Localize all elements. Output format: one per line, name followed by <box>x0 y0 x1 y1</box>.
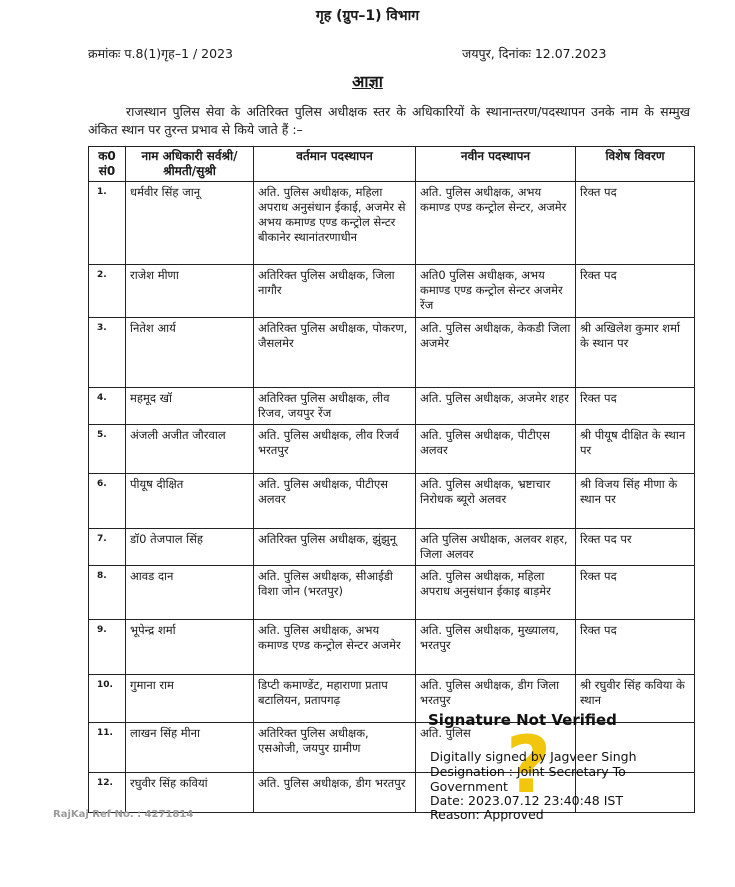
row-new-posting: अति. पुलिस अधीक्षक, मुख्यालय, भरतपुर <box>416 620 576 675</box>
row-remarks: श्री अखिलेश कुमार शर्मा के स्थान पर <box>576 318 695 388</box>
row-name: गुमाना राम <box>126 675 254 723</box>
row-new-posting: अति पुलिस अधीक्षक, अलवर शहर, जिला अलवर <box>416 529 576 566</box>
row-sno: 5. <box>89 425 126 474</box>
table-row <box>89 265 695 318</box>
table-row <box>89 425 695 474</box>
signature-reason: Reason: Approved <box>430 807 544 822</box>
row-current-posting: अतिरिक्त पुलिस अधीक्षक, लीव रिजव, जयपुर रेंज <box>254 388 416 425</box>
signature-status: Signature Not Verified <box>428 711 617 729</box>
row-current-posting: अति. पुलिस अधीक्षक, लीव रिजर्व भरतपुर <box>254 425 416 474</box>
row-new-posting: अति. पुलिस <box>416 723 576 773</box>
row-remarks: रिक्त पद <box>576 566 695 620</box>
col-header-new: नवीन पदस्थापन <box>416 147 576 182</box>
row-new-posting: अति. पुलिस अधीक्षक, महिला अपराध अनुसंधान ईकाइ बाड़मेर <box>416 566 576 620</box>
table-row <box>89 318 695 388</box>
row-name: डॉ0 तेजपाल सिंह <box>126 529 254 566</box>
signature-designation: Designation : Joint Secretary To <box>430 764 626 779</box>
row-sno: 7. <box>89 529 126 566</box>
row-name: अंजली अजीत जौरवाल <box>126 425 254 474</box>
row-current-posting: अति. पुलिस अधीक्षक, सीआईडी विशा जोन (भरतपुर) <box>254 566 416 620</box>
col-header-remarks: विशेष विवरण <box>576 147 695 182</box>
signature-designation-cont: Government <box>430 779 508 794</box>
table-row <box>89 182 695 265</box>
row-new-posting: अति. पुलिस अधीक्षक, पीटीएस अलवर <box>416 425 576 474</box>
table-row <box>89 474 695 529</box>
row-current-posting: डिप्टी कमाण्डेंट, महाराणा प्रताप बटालियन, प्रतापगढ़ <box>254 675 416 723</box>
row-new-posting: अति. पुलिस अधीक्षक, अजमेर शहर <box>416 388 576 425</box>
row-current-posting: अति. पुलिस अधीक्षक, डीग भरतपुर <box>254 773 416 813</box>
row-name: नितेश आर्य <box>126 318 254 388</box>
row-new-posting: अति. पुलिस अधीक्षक, भ्रष्टाचार निरोधक ब्यूरो अलवर <box>416 474 576 529</box>
row-current-posting: अतिरिक्त पुलिस अधीक्षक, पोकरण, जैसलमेर <box>254 318 416 388</box>
row-name: रघुवीर सिंह कवियां <box>126 773 254 813</box>
row-sno: 1. <box>89 182 126 265</box>
row-current-posting: अति. पुलिस अधीक्षक, महिला अपराध अनुसंधान ईकाई, अजमेर से अभय कमाण्ड एण्ड कन्ट्रोल सेन्टर बीकानेर स्थानांतरणाधीन <box>254 182 416 265</box>
row-name: पीयूष दीक्षित <box>126 474 254 529</box>
signature-question-mark-icon: ? <box>506 721 552 811</box>
row-name: लाखन सिंह मीना <box>126 723 254 773</box>
row-name: आवड दान <box>126 566 254 620</box>
digital-signature-block <box>424 711 659 826</box>
row-sno: 3. <box>89 318 126 388</box>
row-name: धर्मवीर सिंह जानू <box>126 182 254 265</box>
row-remarks: श्री पीयूष दीक्षित के स्थान पर <box>576 425 695 474</box>
row-sno: 11. <box>89 723 126 773</box>
row-sno: 2. <box>89 265 126 318</box>
row-new-posting: अति. पुलिस अधीक्षक, केकडी जिला अजमेर <box>416 318 576 388</box>
row-remarks: रिक्त पद <box>576 182 695 265</box>
col-header-name: नाम अधिकारी सर्वश्री/श्रीमती/सुश्री <box>126 147 254 182</box>
row-current-posting: अतिरिक्त पुलिस अधीक्षक, एसओजी, जयपुर ग्रामीण <box>254 723 416 773</box>
col-header-current: वर्तमान पदस्थापन <box>254 147 416 182</box>
row-sno: 8. <box>89 566 126 620</box>
table-header-row <box>89 147 695 182</box>
order-title: आज्ञा <box>352 72 383 91</box>
table-row <box>89 388 695 425</box>
row-remarks: रिक्त पद <box>576 620 695 675</box>
intro-paragraph: राजस्थान पुलिस सेवा के अतिरिक्त पुलिस अधीक्षक स्तर के अधिकारियों के स्थानान्तरण/पदस्थापन उनके नाम के सम्मुख अंकित स्थान पर तुरन्त प्रभाव से किये जाते हैं :– <box>88 104 690 137</box>
row-name: भूपेन्द्र शर्मा <box>126 620 254 675</box>
rajkaj-reference: RajKaj Ref No. : 4271814 <box>53 809 194 820</box>
signature-date: Date: 2023.07.12 23:40:48 IST <box>430 793 623 808</box>
row-new-posting: अति. पुलिस अधीक्षक, डीग जिला भरतपुर <box>416 675 576 723</box>
place-date: जयपुर, दिनांकः 12.07.2023 <box>462 46 607 61</box>
row-sno: 10. <box>89 675 126 723</box>
row-remarks: रिक्त पद <box>576 388 695 425</box>
col-header-sno: क0 सं0 <box>89 147 126 182</box>
row-new-posting: अति. पुलिस अधीक्षक, अभय कमाण्ड एण्ड कन्ट्रोल सेन्टर, अजमेर <box>416 182 576 265</box>
signature-signed-by: Digitally signed by Jagveer Singh <box>430 749 637 764</box>
row-name: महमूद खॉ <box>126 388 254 425</box>
table-row <box>89 566 695 620</box>
row-remarks: श्री रघुवीर सिंह कविया के स्थान <box>576 675 695 723</box>
row-current-posting: अतिरिक्त पुलिस अधीक्षक, जिला नागौर <box>254 265 416 318</box>
row-name: राजेश मीणा <box>126 265 254 318</box>
row-sno: 9. <box>89 620 126 675</box>
row-new-posting: अति0 पुलिस अधीक्षक, अभय कमाण्ड एण्ड कन्ट्रोल सेन्टर अजमेर रेंज <box>416 265 576 318</box>
row-remarks: श्री विजय सिंह मीणा के स्थान पर <box>576 474 695 529</box>
row-sno: 6. <box>89 474 126 529</box>
table-row <box>89 529 695 566</box>
row-current-posting: अति. पुलिस अधीक्षक, अभय कमाण्ड एण्ड कन्ट्रोल सेन्टर अजमेर <box>254 620 416 675</box>
row-sno: 4. <box>89 388 126 425</box>
row-remarks: रिक्त पद <box>576 265 695 318</box>
row-remarks: रिक्त पद पर <box>576 529 695 566</box>
row-current-posting: अति. पुलिस अधीक्षक, पीटीएस अलवर <box>254 474 416 529</box>
row-sno: 12. <box>89 773 126 813</box>
reference-number: क्रमांकः प.8(1)गृह–1 / 2023 <box>88 46 233 61</box>
table-row <box>89 620 695 675</box>
department-title: गृह (ग्रुप–1) विभाग <box>315 8 420 24</box>
row-current-posting: अतिरिक्त पुलिस अधीक्षक, झुंझुनू <box>254 529 416 566</box>
